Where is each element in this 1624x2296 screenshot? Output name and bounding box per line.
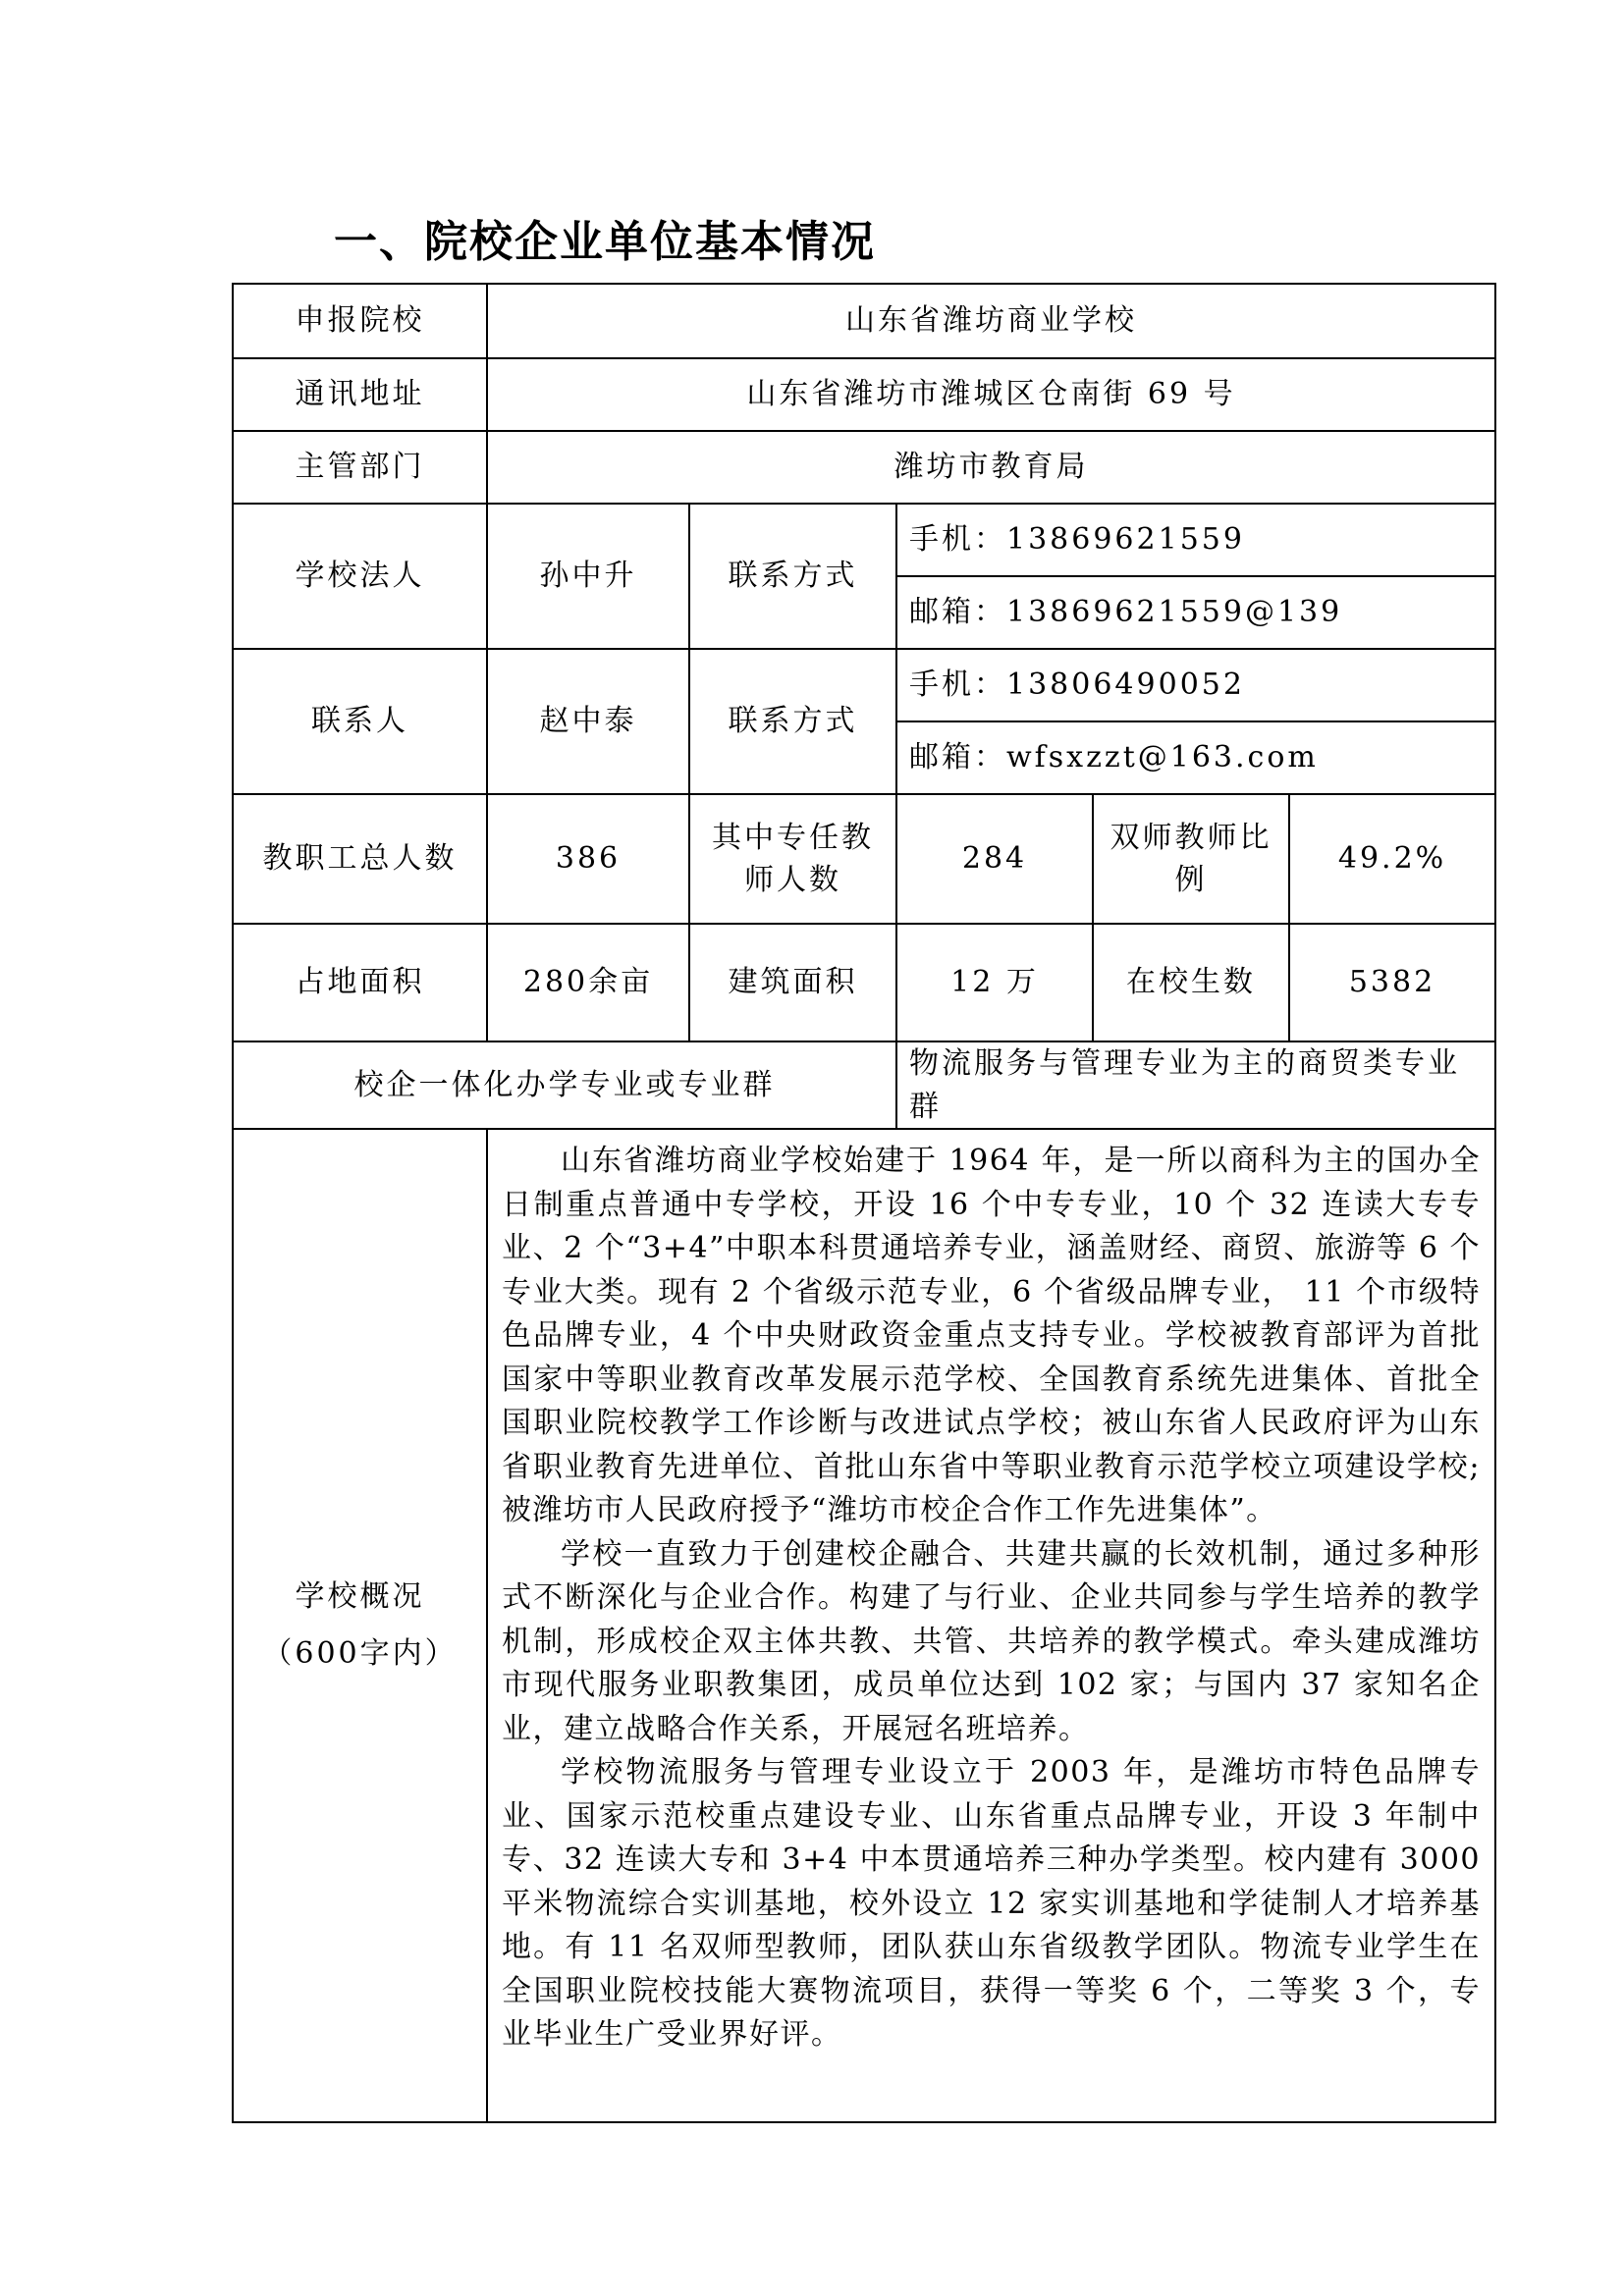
row-legal-person-phone [233, 504, 1495, 576]
school-value: 山东省潍坊商业学校 [487, 284, 1495, 358]
legal-person-phone: 手机：13869621559 [896, 504, 1495, 576]
dual-teacher-label: 双师教师比例 [1093, 794, 1289, 924]
school-label: 申报院校 [233, 284, 487, 358]
building-area-label: 建筑面积 [689, 924, 896, 1041]
row-majors [233, 1041, 1495, 1129]
row-staff [233, 794, 1495, 924]
info-table [232, 283, 1496, 2123]
department-label: 主管部门 [233, 431, 487, 504]
row-overview [233, 1129, 1495, 2122]
contact-person-phone: 手机：13806490052 [896, 649, 1495, 721]
row-school [233, 284, 1495, 358]
staff-total: 386 [487, 794, 689, 924]
dual-teacher-value: 49.2% [1289, 794, 1495, 924]
overview-paragraph: 学校物流服务与管理专业设立于 2003 年，是潍坊市特色品牌专业、国家示范校重点建设专业、山东省重点品牌专业，开设 3 年制中专、32 连读大专和 3+4 中本贯通培养三种办学类型。校内建有 3000 平米物流综合实训基地，校外设立 12 家实训基地和学徒制人才培养基地。有 11 名双师型教师，团队获山东省级教学团队。物流专业学生在全国职业院校技能大赛物流项目，获得一等奖 6 个，二等奖 3 个，专业毕业生广受业界好评。 [502, 1755, 1482, 2052]
contact-person-email: 邮箱：wfsxzzt@163.com [896, 721, 1495, 794]
land-area-label: 占地面积 [233, 924, 487, 1041]
legal-person-label: 学校法人 [233, 504, 487, 649]
overview-label: 学校概况 [295, 1579, 425, 1614]
contact-person-contact-label: 联系方式 [689, 649, 896, 794]
row-department [233, 431, 1495, 504]
contact-person-name: 赵中泰 [487, 649, 689, 794]
fulltime-label: 其中专任教师人数 [689, 794, 896, 924]
students-label: 在校生数 [1093, 924, 1289, 1041]
land-area-value: 280余亩 [487, 924, 689, 1041]
majors-label: 校企一体化办学专业或专业群 [233, 1041, 896, 1129]
staff-label: 教职工总人数 [233, 794, 487, 924]
majors-value: 物流服务与管理专业为主的商贸类专业群 [896, 1041, 1495, 1129]
address-label: 通讯地址 [233, 358, 487, 431]
legal-person-name: 孙中升 [487, 504, 689, 649]
legal-person-contact-label: 联系方式 [689, 504, 896, 649]
fulltime-value: 284 [896, 794, 1093, 924]
department-value: 潍坊市教育局 [487, 431, 1495, 504]
overview-label-cell [233, 1129, 487, 2122]
overview-text [487, 1129, 1495, 2122]
students-value: 5382 [1289, 924, 1495, 1041]
building-area-value: 12 万 [896, 924, 1093, 1041]
row-area [233, 924, 1495, 1041]
row-contact-person-phone [233, 649, 1495, 721]
contact-person-label: 联系人 [233, 649, 487, 794]
overview-paragraph: 山东省潍坊商业学校始建于 1964 年，是一所以商科为主的国办全日制重点普通中专学校，开设 16 个中专专业，10 个 32 连读大专专业、2 个“3+4”中职本科贯通培养专业，涵盖财经、商贸、旅游等 6 个专业大类。现有 2 个省级示范专业，6 个省级品牌专业， 11 个市级特色品牌专业，4 个中央财政资金重点支持专业。学校被教育部评为首批国家中等职业教育改革发展示范学校、全国教育系统先进集体、首批全国职业院校教学工作诊断与改进试点学校；被山东省人民政府评为山东省职业教育先进单位、首批山东省中等职业教育示范学校立项建设学校;被潍坊市人民政府授予“潍坊市校企合作工作先进集体”。 [502, 1144, 1482, 1527]
legal-person-email: 邮箱：13869621559@139 [896, 576, 1495, 649]
row-address [233, 358, 1495, 431]
overview-label-note: （600字内） [262, 1636, 458, 1671]
address-value: 山东省潍坊市潍城区仓南街 69 号 [487, 358, 1495, 431]
overview-paragraph: 学校一直致力于创建校企融合、共建共赢的长效机制，通过多种形式不断深化与企业合作。构建了与行业、企业共同参与学生培养的教学机制，形成校企双主体共教、共管、共培养的教学模式。牵头建成潍坊市现代服务业职教集团，成员单位达到 102 家；与国内 37 家知名企业，建立战略合作关系，开展冠名班培养。 [502, 1536, 1482, 1746]
page-title: 一、院校企业单位基本情况 [334, 217, 876, 267]
